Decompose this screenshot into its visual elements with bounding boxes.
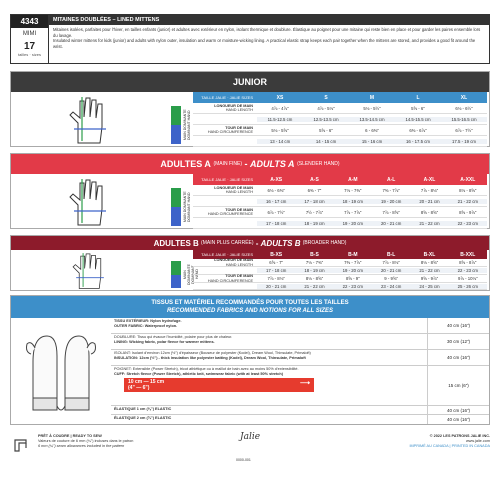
size-header: L — [416, 94, 420, 101]
table-row — [193, 125, 487, 136]
table-row — [193, 114, 487, 125]
size-header: A-XL — [423, 176, 436, 183]
table-cell: 18 - 19 cm — [295, 268, 333, 273]
dominant-hand-label: MAIN DOMINANTE DOMINANT HAND — [183, 109, 191, 141]
table-cell: 8⅛ - 8⅝" — [459, 187, 477, 193]
row-label: LONGUEUR DE MAIN HAND LENGTH — [214, 185, 253, 194]
dominant-hand-label: MAIN DOMINANTE DOMINANT HAND — [183, 264, 199, 285]
table-cell: 14 - 15 cm — [303, 139, 349, 144]
table-row — [193, 185, 487, 196]
list-item: TISSU EXTÉRIEUR: Nylon hydrofuge. OUTER FABRIC: Waterproof nylon. 40 cm (16") — [111, 318, 489, 334]
list-item: ÉLASTIQUE 1 cm (⅜") ELASTIC 40 cm (16") — [111, 406, 489, 415]
adults-b-size-table — [193, 250, 487, 290]
table-cell: 17 - 18 cm — [257, 221, 295, 226]
table-cell: 8⅝ - 9⅞" — [459, 209, 477, 215]
table-cell: 14.5-15.5 cm — [395, 117, 441, 122]
table-cell: 25 - 26 cm — [449, 284, 487, 289]
list-item: DOUBLURE: Tissu qui évacue l'humidité, polaire pour plus de chaleur. LINING: Wicking fabric, polar fleece for warmer mittens. 30 cm (12") — [111, 334, 489, 350]
size-header: A-XXL — [460, 176, 476, 183]
mitten-illustration — [11, 318, 111, 426]
table-cell: 7⅞ - 8⅛" — [267, 276, 285, 281]
table-row — [193, 103, 487, 114]
size-header: XS — [276, 94, 284, 101]
table-cell: 17 - 18 cm — [257, 268, 295, 273]
table-cell: 21 - 22 cm — [410, 221, 448, 226]
table-cell: 6 - 6⅜" — [365, 127, 379, 133]
material-quantity: 15 cm (6") — [427, 366, 489, 405]
junior-section — [10, 71, 490, 147]
table-cell: 7⅜ - 7⅞" — [382, 187, 400, 193]
table-cell: 6⅞ - 7½" — [455, 127, 473, 133]
table-cell: 20 - 21 cm — [410, 199, 448, 204]
material-quantity: 30 cm (12") — [427, 334, 489, 349]
size-header: B-XS — [270, 251, 283, 258]
table-cell: 11.5-12.5 cm — [257, 117, 303, 122]
table-cell: 15 - 16 cm — [349, 139, 395, 144]
size-header: A-L — [386, 176, 396, 183]
table-cell: 17 - 18 cm — [295, 199, 333, 204]
list-item: ÉLASTIQUE 2 cm (¾") ELASTIC 40 cm (16") — [111, 415, 489, 424]
table-cell: 5⅛ - 5½" — [363, 105, 381, 111]
row-label: TOUR DE MAIN HAND CIRCUMFERENCE — [207, 125, 253, 134]
table-cell: 7⅛ - 7⅜" — [305, 260, 324, 265]
table-cell: 6⅜ - 7" — [307, 187, 322, 193]
table-cell: 12.5-13.5 cm — [303, 117, 349, 122]
size-header: A-M — [348, 176, 358, 183]
table-cell: 19 - 20 cm — [334, 221, 372, 226]
table-cell: 8⅝ - 9" — [345, 276, 360, 281]
hand-icon — [60, 93, 120, 145]
table-cell: 19 - 20 cm — [372, 199, 410, 204]
size-header: B-XL — [423, 251, 436, 258]
arrow-right-icon: ⟶ — [299, 380, 310, 388]
dominant-hand-band — [171, 261, 181, 288]
material-quantity: 40 cm (16") — [427, 350, 489, 365]
size-label: TAILLE JALIE · JALIE SIZES — [201, 252, 253, 257]
size-header-row — [193, 92, 487, 103]
table-cell: 18 - 19 cm — [295, 221, 333, 226]
size-header: A-S — [310, 176, 319, 183]
table-row — [193, 218, 487, 229]
table-cell: 13 - 14 cm — [257, 139, 303, 144]
table-cell: 7⅞ - 8⅛" — [382, 260, 400, 265]
size-header: M — [369, 94, 375, 101]
adults-a-section — [10, 153, 490, 229]
material-quantity: 40 cm (16") — [427, 406, 489, 414]
table-cell: 5⅝ - 6" — [319, 127, 333, 133]
table-cell: 17.5 - 19 cm — [441, 139, 487, 144]
table-cell: 15.5-16.5 cm — [441, 117, 487, 122]
table-cell: 7⅞ - 8⅛" — [420, 187, 439, 193]
dominant-hand-band — [171, 188, 181, 226]
row-label: TOUR DE MAIN HAND CIRCUMFERENCE — [207, 274, 253, 283]
table-cell: 22 - 23 cm — [449, 221, 487, 226]
page-code: 0000-001 — [236, 458, 251, 462]
table-cell: 6⅝ - 7" — [269, 260, 284, 265]
footer-copyright: © 2022 LES PATRONS JALIE INC. www.jalie.com IMPRIMÉ AU CANADA | PRINTED IN CANADA — [409, 434, 490, 448]
description-en: Insulated winter mittens for kids (junior) and adults with nylon outer, insulation and warm or moisture-wicking lining. A practical elastic strap keeps each pair together when the mittens are stored, and provides a good fit around the wrist. — [53, 38, 476, 49]
hand-icon — [60, 175, 120, 227]
table-cell: 24 - 25 cm — [410, 284, 448, 289]
table-row — [193, 207, 487, 218]
table-cell: 21 - 22 cm — [295, 284, 333, 289]
size-header: B-S — [310, 251, 319, 258]
table-cell: 8⅝ - 8⅝" — [420, 209, 439, 215]
table-row — [193, 196, 487, 207]
table-cell: 7⅛ - 7⅜" — [344, 187, 362, 193]
hand-illustration-junior — [11, 92, 169, 146]
sewing-machine-icon — [12, 434, 32, 454]
page-footer — [10, 432, 490, 472]
table-cell: 22 - 23 cm — [449, 268, 487, 273]
list-item: ISOLANT: Isolant d'environ 12cm (½") d'épaisseur (Bouseur de polyester (Kodel), Dream Wool, Thinsulate, Primaloft) INSULATION: 12cm (½") - thick insulation like polyester batting (Kodel), Dream Wool, Thinsulate, Primaloft 40 cm (16") — [111, 350, 489, 366]
cuff-measure-bar: 10 cm — 15 cm (4" — 6") ⟶ — [124, 378, 314, 392]
row-label: LONGUEUR DE MAIN HAND LENGTH — [214, 258, 253, 267]
table-cell: 16 - 17 cm — [257, 199, 295, 204]
table-cell: 7⅜ - 7⅞" — [344, 260, 362, 265]
size-count: 17 — [23, 41, 36, 52]
table-cell: 4⅞ - 4⅞" — [271, 105, 289, 111]
adults-b-title: ADULTES B (MAIN PLUS CARRÉE) - ADULTS B (BROADER HAND) — [11, 236, 489, 250]
materials-list — [111, 318, 489, 424]
materials-section — [10, 295, 490, 425]
row-label: TOUR DE MAIN HAND CIRCUMFERENCE — [207, 207, 253, 216]
adults-b-section — [10, 235, 490, 291]
size-header: XL — [460, 94, 468, 101]
table-cell: 20 - 21 cm — [372, 268, 410, 273]
size-count-label: tailles · sizes — [18, 52, 41, 57]
table-cell: 16 - 17.5 cm — [395, 139, 441, 144]
size-header: A-XS — [270, 176, 283, 183]
junior-title: JUNIOR — [11, 72, 489, 92]
pattern-code: 4343 — [11, 15, 48, 28]
materials-title: TISSUS ET MATÉRIEL RECOMMANDÉS POUR TOUTES LES TAILLES RECOMMENDED FABRICS AND NOTIONS FOR ALL SIZES — [11, 296, 489, 318]
table-cell: 6⅛ - 6½" — [455, 105, 473, 111]
table-cell: 8⅛ - 8⅝" — [420, 260, 439, 265]
description-fr: Mitaines isolées, parfaites pour l'hiver, en tailles enfants (junior) et adultes avec extérieur en nylon, isolant thermique et doublure. Élastique au poignet pour une mitaine qui reste bien en place et pour garder les paires ensemble lors du lavage. — [53, 27, 481, 38]
dominant-hand-band — [171, 106, 181, 144]
footer-sew-info: PRÊT À COUDRE | READY TO SEW Valeurs de couture de 6 mm (¼") incluses dans le patron 6 mm (¼") seam allowances included in the pattern — [38, 434, 134, 448]
size-header: B-XXL — [460, 251, 476, 258]
adults-a-size-table — [193, 174, 487, 228]
table-cell: 19 - 20 cm — [334, 268, 372, 273]
table-cell: 9⅞ - 10⅛" — [457, 276, 478, 281]
size-label: TAILLE JALIE · JALIE SIZES — [201, 177, 253, 182]
table-row — [193, 275, 487, 283]
size-header: S — [324, 94, 328, 101]
hand-icon — [65, 250, 115, 290]
table-cell: 21 - 22 cm — [410, 268, 448, 273]
table-cell: 9⅝ - 9⅞" — [420, 276, 439, 281]
size-header: B-L — [386, 251, 396, 258]
junior-size-table — [193, 92, 487, 146]
table-cell: 5⅛ - 5⅝" — [271, 127, 289, 133]
size-header: B-M — [348, 251, 358, 258]
table-cell: 7⅞ - 8⅝" — [382, 209, 400, 215]
table-cell: 20 - 21 cm — [257, 284, 295, 289]
table-cell: 6⅞ - 7½" — [267, 209, 285, 215]
table-cell: 21 - 22 cm — [449, 199, 487, 204]
hand-illustration-adults-a — [11, 174, 169, 228]
row-label: LONGUEUR DE MAIN HAND LENGTH — [214, 103, 253, 112]
table-cell: 20 - 21 cm — [372, 221, 410, 226]
table-cell: 7⅞ - 7⅞" — [344, 209, 362, 215]
table-cell: 22 - 23 cm — [334, 284, 372, 289]
pattern-title: MITAINES DOUBLÉES – LINED MITTENS — [49, 15, 489, 25]
table-cell: 13.5-14.5 cm — [349, 117, 395, 122]
table-cell: 9 - 9⅝" — [384, 276, 398, 281]
table-cell: 4⅞ - 5⅛" — [317, 105, 335, 111]
pattern-id-box — [11, 15, 49, 63]
table-cell: 6⅜ - 6⅞" — [409, 127, 427, 133]
pattern-description — [49, 25, 489, 51]
size-header-row — [193, 174, 487, 185]
table-cell: 5⅝ - 6" — [411, 105, 425, 111]
list-item: POIGNET: Extensible (Power Stretch), tricot athlétique ou à maillot de bain avec au moins 50% d'extensibilité. CUFF: Stretch fleece (Power Stretch), athletic knit, swimwear fabric (with at least 50% stretch) 10 cm — 15 cm (4" — 6") ⟶ 15 cm (6") — [111, 366, 489, 406]
dominant-hand-label: MAIN DOMINANTE DOMINANT HAND — [183, 191, 191, 223]
table-cell: 8⅛ - 8⅝" — [305, 276, 324, 281]
size-label: TAILLE JALIE · JALIE SIZES — [201, 95, 253, 100]
material-quantity: 40 cm (16") — [427, 318, 489, 333]
material-quantity: 40 cm (16") — [427, 415, 489, 424]
mitten-icon — [21, 322, 101, 422]
table-cell: 8⅝ - 8⅞" — [459, 260, 477, 265]
table-cell: 6⅛ - 6⅜" — [267, 187, 285, 193]
table-row — [193, 259, 487, 267]
table-cell: 23 - 24 cm — [372, 284, 410, 289]
hand-illustration-adults-b — [11, 250, 169, 290]
table-row — [193, 136, 487, 147]
table-row — [193, 283, 487, 290]
pattern-model: MIMI — [22, 31, 37, 37]
pattern-header — [10, 14, 490, 64]
table-cell: 18 - 19 cm — [334, 199, 372, 204]
brand-logo: Jalie — [239, 432, 261, 442]
adults-a-title: ADULTES A (MAIN FINE) - ADULTS A (SLENDER HAND) — [11, 154, 489, 174]
table-cell: 7½ - 7⅞" — [305, 209, 324, 215]
